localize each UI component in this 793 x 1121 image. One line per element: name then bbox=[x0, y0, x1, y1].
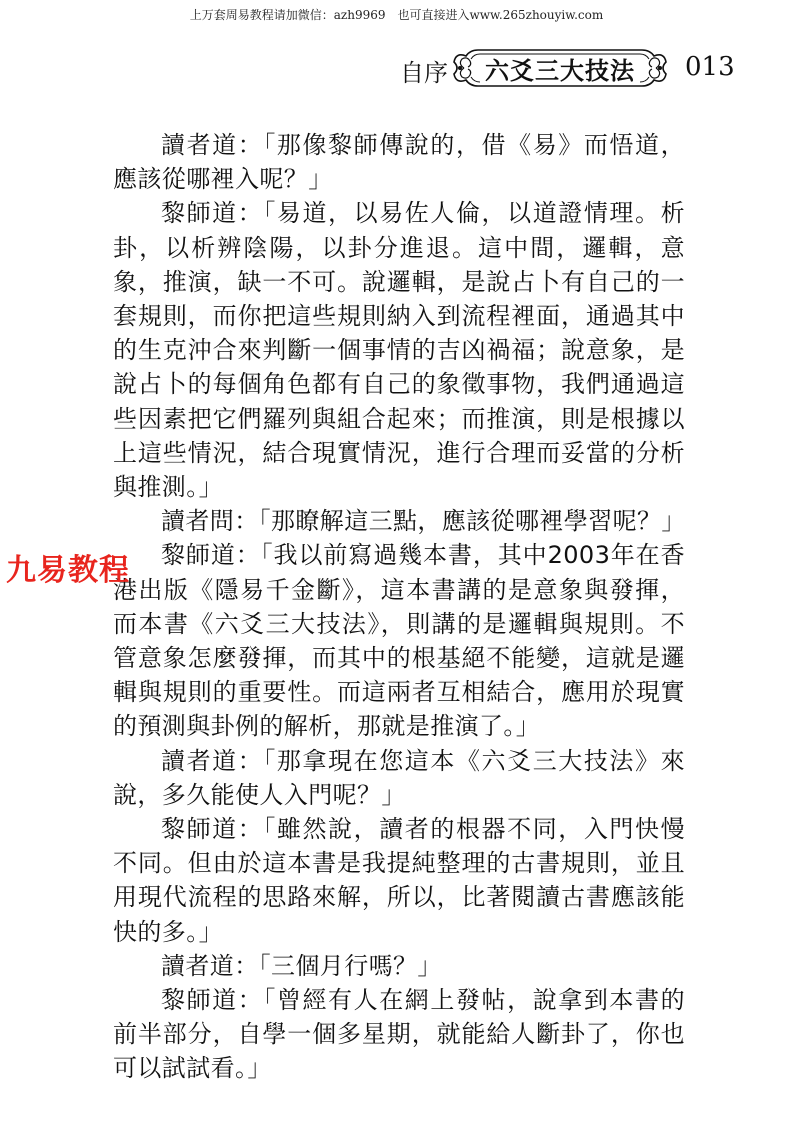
paragraph: 讀者道：「三個月行嗎？」 bbox=[161, 951, 442, 980]
paragraph: 黎師道：「曾經有人在網上發帖，說拿到本書的前半部分，自學一個多星期，就能給人斷卦了，你也可以試試看。」 bbox=[113, 986, 685, 1083]
body-text bbox=[113, 128, 685, 1086]
top-note: 上万套周易教程请加微信：azh9969 也可直接进入www.265zhouyiw.com bbox=[189, 8, 604, 22]
header-section-label: 自序 bbox=[400, 59, 448, 87]
paragraph: 黎師道：「我以前寫過幾本書，其中2003年在香港出版《隱易千金斷》，這本書講的是意象與發揮，而本書《六爻三大技法》，則講的是邏輯與規則。不管意象怎麼發揮，而其中的根基絕不能變，這就是邏輯與規則的重要性。而這兩者互相結合，應用於現實的預測與卦例的解析，那就是推演了。」 bbox=[113, 541, 685, 741]
paragraph: 讀者道：「那拿現在您這本《六爻三大技法》來說，多久能使人入門呢？」 bbox=[113, 746, 685, 809]
paragraph: 讀者道：「那像黎師傳說的，借《易》而悟道，應該從哪裡入呢？」 bbox=[113, 131, 685, 194]
paragraph: 黎師道：「易道，以易佐人倫，以道證情理。析卦，以析辨陰陽，以卦分進退。這中間，邏輯，意象，推演，缺一不可。說邏輯，是說占卜有自己的一套規則，而你把這些規則納入到流程裡面，通過其中的生克沖合來判斷一個事情的吉凶禍福；說意象，是說占卜的每個角色都有自己的象徵事物，我們通過這些因素把它們羅列與組合起來；而推演，則是根據以上這些情況，結合現實情況，進行合理而妥當的分析與推測。」 bbox=[113, 199, 685, 502]
paragraph: 黎師道：「雖然說，讀者的根器不同，入門快慢不同。但由於這本書是我提純整理的古書規則，並且用現代流程的思路來解，所以，比著閱讀古書應該能快的多。」 bbox=[113, 815, 685, 946]
running-header bbox=[395, 40, 755, 96]
header-title: 六爻三大技法 bbox=[485, 57, 635, 85]
page-number: 013 bbox=[685, 52, 735, 82]
paragraph: 讀者問：「那瞭解這三點，應該從哪裡學習呢？」 bbox=[161, 507, 686, 536]
watermark-logo: 九易教程 bbox=[6, 553, 130, 588]
